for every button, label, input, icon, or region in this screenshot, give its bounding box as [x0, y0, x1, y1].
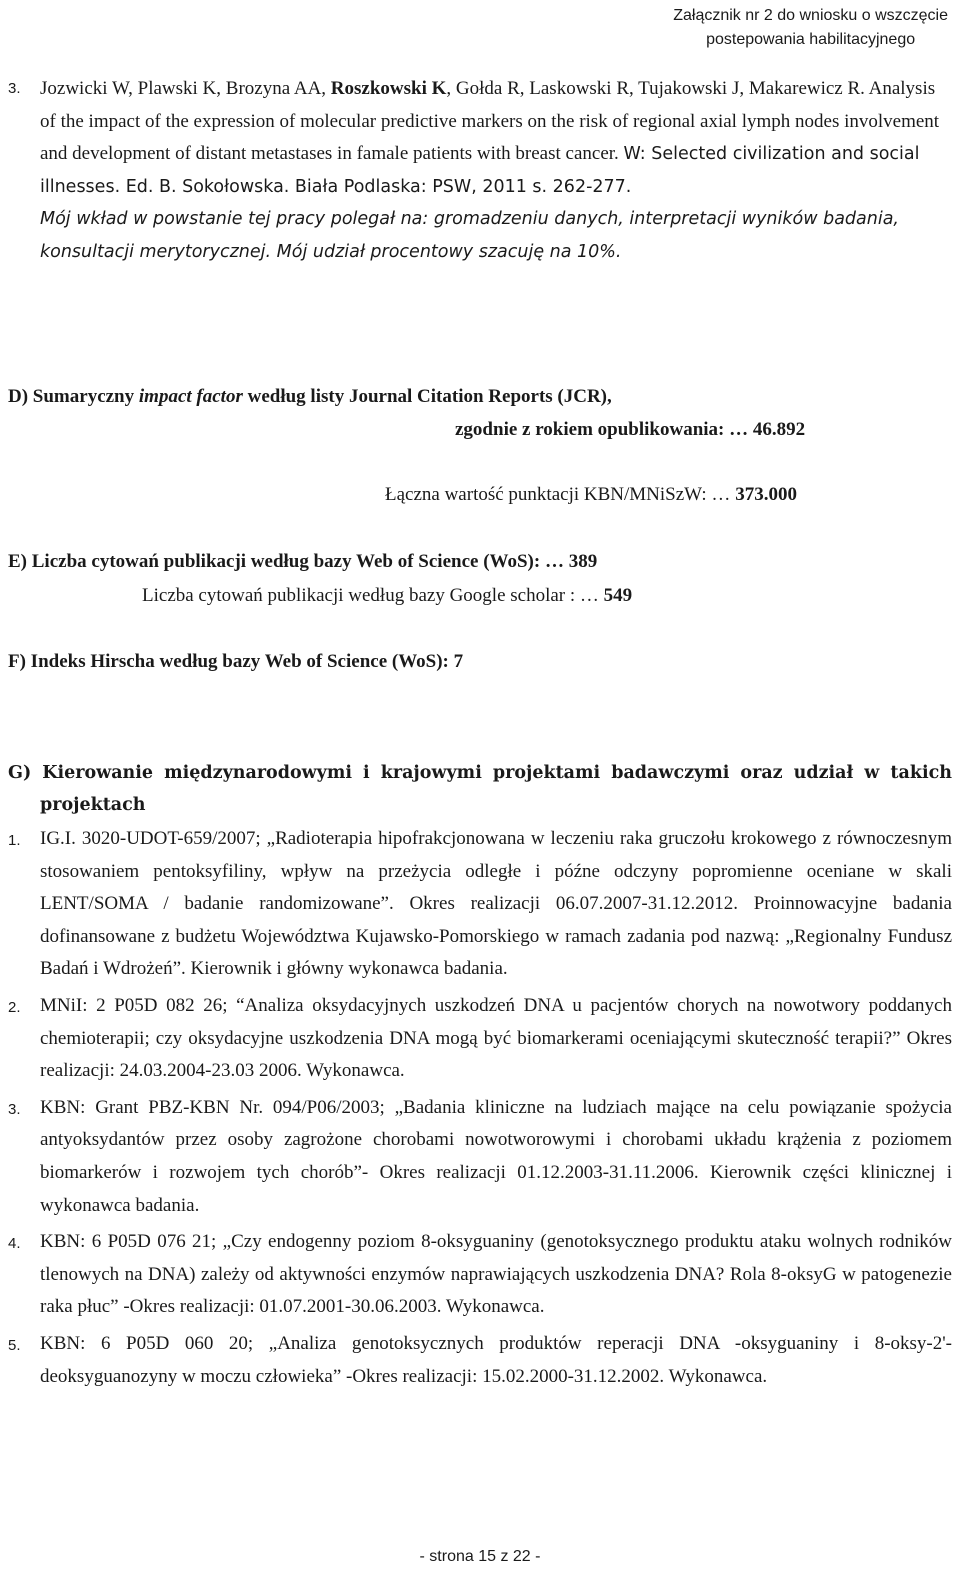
project-text: KBN: 6 P05D 076 21; „Czy endogenny poziom 8-oksyguaniny (genotoksycznego produktu ataku wolnych rodników tlenowych na DNA) zależy od aktywności enzymów naprawiających uszkodzenia DNA? Rola 8-oksyG w patogenezie raka płuc” -Okres realizacji: 01.07.2001-30.06.2003. Wykonawca. [40, 1231, 952, 1318]
list-item [8, 823, 952, 986]
project-text: KBN: 6 P05D 060 20; „Analiza genotoksycznych produktów reperacji DNA -oksyguaniny i 8-oksy-2'-deoksyguanozyny w moczu człowieka” -Okres realizacji: 15.02.2000-31.12.2002. Wykonawca. [40, 1332, 952, 1387]
section-d-prefix: D) Sumaryczny [8, 386, 139, 407]
publication-authors-rest: , Gołda R, Laskowski R, Tujakowski J, Makarewicz R. Analysis of the impact of the expression of molecular predictive markers on the risk of regional axial lymph nodes involvement and development of distant metastases in famale patients with breast cancer. [40, 78, 940, 164]
list-number: 1. [8, 832, 21, 849]
kbn-label: Łączna wartość punktacji KBN/MNiSzW: … [385, 484, 736, 505]
list-number: 3. [8, 80, 21, 97]
section-e-heading: E) Liczba cytowań publikacji według bazy Web of Science (WoS): … 389 [8, 551, 598, 572]
section-f-heading: F) Indeks Hirscha według bazy Web of Science (WoS): 7 [8, 651, 464, 672]
section-d-line-2: zgodnie z rokiem opublikowania: … 46.892 [455, 419, 806, 440]
section-d-heading [8, 381, 952, 414]
project-text: KBN: Grant PBZ-KBN Nr. 094/P06/2003; „Badania kliniczne na ludziach mające na celu powiązanie spożycia antyoksydantów przez osoby zagrożone chorobami nowotworowymi i chorobami układu krążenia z poziomem biomarkerów i rozwojem tych chorób”- Okres realizacji 01.12.2003-31.11.2006. Kierownik części klinicznej i wykonawca badania. [40, 1096, 952, 1216]
header-line-2: postepowania habilitacyjnego [706, 31, 916, 48]
list-item [8, 1226, 952, 1324]
publication-contribution: Mój wkład w powstanie tej pracy polegał na: gromadzeniu danych, interpretacji wyników badania, konsultacji merytorycznej. Mój udział procentowy szacuję na 10%. [40, 209, 899, 262]
list-number: 5. [8, 1336, 21, 1354]
section-e-google [142, 580, 952, 613]
publication-item [8, 73, 952, 268]
section-d-suffix: według listy Journal Citation Reports (JCR), [242, 386, 612, 407]
publication-source: W: Selected civilization and social illnesses. Ed. B. Sokołowska. Biała Podlaska: PSW, 2011 s. 262-277. [40, 144, 920, 197]
projects-list [8, 823, 952, 1393]
section-d-italic: impact factor [138, 386, 243, 407]
list-item [8, 990, 952, 1088]
list-number: 4. [8, 1235, 21, 1253]
kbn-value: 373.000 [735, 484, 797, 505]
section-d-kbn [385, 479, 952, 512]
publication-author-highlight: Roszkowski K [330, 78, 447, 99]
list-number: 2. [8, 998, 21, 1016]
list-item [8, 1092, 952, 1222]
list-item [8, 1328, 952, 1393]
project-text: MNiI: 2 P05D 082 26; “Analiza oksydacyjnych uszkodzeń DNA u pacjentów chorych na nowotwory poddanych chemioterapii; czy oksydacyjne uszkodzenia DNA mogą być biomarkerami oceniającymi skuteczność terapii?” Okres realizacji: 24.03.2004-23.03 2006. Wykonawca. [40, 994, 952, 1082]
header-line-1: Załącznik nr 2 do wniosku o wszczęcie [673, 7, 948, 24]
google-value: 549 [603, 585, 633, 606]
page-header [673, 4, 948, 52]
section-g-heading: G) Kierowanie międzynarodowymi i krajowymi projektami badawczymi oraz udział w takich projektach [8, 763, 952, 815]
publication-authors: Jozwicki W, Plawski K, Brozyna AA, [40, 78, 331, 99]
google-label: Liczba cytowań publikacji według bazy Google scholar : … [142, 585, 604, 606]
project-text: IG.I. 3020-UDOT-659/2007; „Radioterapia hipofrakcjonowana w leczeniu raka gruczołu krokowego z równoczesnym stosowaniem pentoksyfiliny, wpływ na przeżycia odległe i późne odczyny popromienne oceniane w skali LENT/SOMA / badanie randomizowane”. Okres realizacji 06.07.2007-31.12.2012. Proinnowacyjne badania dofinansowane z budżetu Województwa Kujawsko-Pomorskiego w ramach zadania pod nazwą: „Regionalny Fundusz Badań i Wdrożeń”. Kierownik i główny wykonawca badania. [40, 828, 952, 980]
list-number: 3. [8, 1100, 21, 1118]
page-footer: - strona 15 z 22 - [419, 1548, 541, 1565]
